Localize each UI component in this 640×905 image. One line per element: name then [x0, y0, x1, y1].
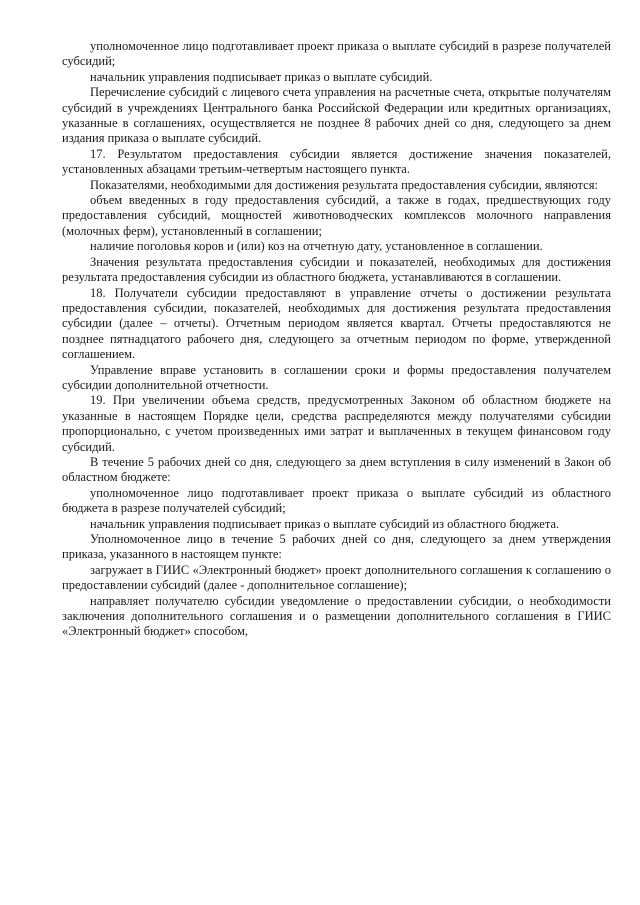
paragraph-item-18: 18. Получатели субсидии предоставляют в управление отчеты о достижении результата предоставления субсидии, показателей, необходимых для достижения результата предоставления субсидии (далее – отчеты). Отчетным периодом является квартал. Отчеты предоставляются не позднее пятнадцатого рабочего дня, следующего за отчетным периодом по форме, утвержденной соглашением. [62, 285, 611, 362]
document-body [62, 39, 611, 640]
paragraph-indicator-capacity: объем введенных в году предоставления субсидий, а также в годах, предшествующих году предоставления субсидий, мощностей животноводческих комплексов молочного направления (молочных ферм), установленный в соглашении; [62, 193, 611, 238]
paragraph-item-19: 19. При увеличении объема средств, предусмотренных Законом об областном бюджете на указанные в настоящем Порядке цели, средства распределяются между получателями субсидии пропорционально, с учетом произведенных ими затрат и выплаченных в текущем финансовом году субсидий. [62, 393, 611, 454]
paragraph-transfer-of-subsidies: Перечисление субсидий с лицевого счета управления на расчетные счета, открытые получателям субсидий в учреждениях Центрального банка Российской Федерации или кредитных организациях, указанные в соглашениях, осуществляется не позднее 8 рабочих дней со дня, следующего за днем издания приказа о выплате субсидий. [62, 85, 611, 146]
paragraph-authorized-person-prepares-regional-order: уполномоченное лицо подготавливает проект приказа о выплате субсидий из областного бюджета в разрезе получателей субсидий; [62, 485, 611, 516]
paragraph-uploads-to-giis: загружает в ГИИС «Электронный бюджет» проект дополнительного соглашения к соглашению о предоставлении субсидий (далее - дополнительное соглашение); [62, 562, 611, 593]
paragraph-head-signs-order: начальник управления подписывает приказ о выплате субсидий. [90, 69, 433, 84]
paragraph-item-17: 17. Результатом предоставления субсидии является достижение значения показателей, установленных абзацами третьим-четвертым настоящего пункта. [62, 146, 611, 177]
paragraph-head-signs-regional-order: начальник управления подписывает приказ о выплате субсидий из областного бюджета. [90, 516, 560, 531]
paragraph-values-in-agreement: Значения результата предоставления субсидии и показателей, необходимых для достижения результата предоставления субсидии из областного бюджета, устанавливаются в соглашении. [62, 254, 611, 285]
paragraph-sends-notification: направляет получателю субсидии уведомление о предоставлении субсидии, о необходимости заключения дополнительного соглашения и о размещении дополнительного соглашения в ГИИС «Электронный бюджет» способом, [62, 593, 611, 639]
paragraph-five-days-after-order: Уполномоченное лицо в течение 5 рабочих дней со дня, следующего за днем утверждения приказа, указанного в настоящем пункте: [62, 532, 611, 562]
paragraph-indicator-livestock: наличие поголовья коров и (или) коз на отчетную дату, установленное в соглашении. [90, 239, 543, 254]
paragraph-additional-reporting: Управление вправе установить в соглашении сроки и формы предоставления получателем субсидии дополнительной отчетности. [62, 362, 611, 392]
paragraph-five-days-after-law: В течение 5 рабочих дней со дня, следующего за днем вступления в силу изменений в Закон об областном бюджете: [62, 454, 611, 485]
paragraph-authorized-person-prepares-order: уполномоченное лицо подготавливает проект приказа о выплате субсидий в разрезе получателей субсидий; [62, 39, 611, 69]
paragraph-indicators-intro: Показателями, необходимыми для достижения результата предоставления субсидии, являются: [90, 177, 598, 192]
